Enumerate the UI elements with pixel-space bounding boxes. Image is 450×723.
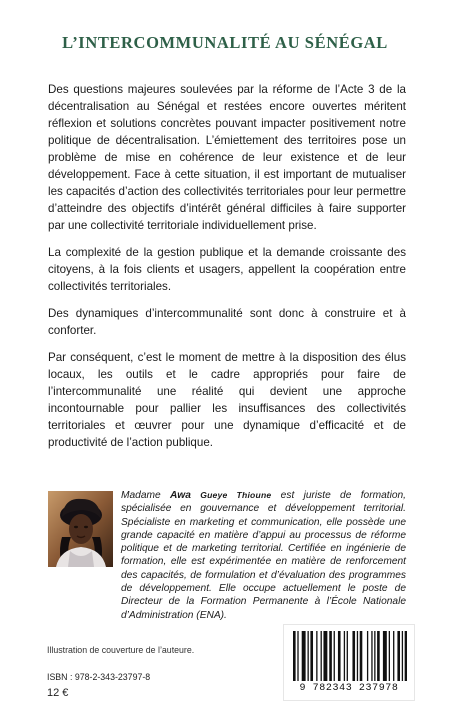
barcode-bar <box>338 631 341 681</box>
summary-paragraph-2: La complexité de la gestion publique et la demande croissante des citoyens, à la fois clients et usagers, appellent la coopération entre collectivités territoriales. <box>48 246 406 293</box>
barcode-bar <box>352 631 355 681</box>
barcode-bar <box>367 631 368 681</box>
barcode-bar <box>389 631 390 681</box>
author-photo <box>48 491 113 567</box>
barcode-bar <box>334 631 335 681</box>
barcode-bar <box>302 631 306 681</box>
author-first-name: Awa <box>169 490 191 501</box>
back-cover-summary <box>48 81 406 461</box>
barcode-bar <box>383 631 387 681</box>
barcode-bars <box>291 631 407 681</box>
author-biography <box>121 489 406 622</box>
barcode-bar <box>393 631 394 681</box>
author-last-name: Gueye Thioune <box>200 490 272 500</box>
barcode-bar <box>405 631 407 681</box>
barcode-digits: 9 782343 237978 <box>299 683 399 694</box>
summary-paragraph-3: Des dynamiques d’intercommunalité sont donc à construire et à conforter. <box>48 307 406 337</box>
barcode-bar <box>323 631 327 681</box>
price: 12 € <box>47 687 69 699</box>
barcode-bar <box>357 631 358 681</box>
barcode-bar <box>293 631 296 681</box>
barcode-bar <box>297 631 298 681</box>
barcode-bar <box>310 631 313 681</box>
summary-paragraph-1: Des questions majeures soulevées par la réforme de l’Acte 3 de la décentralisation au Sénégal et restées encore ouvertes méritent réflexion et solutions concrètes pouvant impacter positivement notre politique de décentralisation. L’émiettement des territoires pose un problème de mise en cohérence de leur existence et de leur développement. Face à cette situation, il est important de mutualiser les capacités d’action des collectivités territoriales pour leur permettre d’atteindre des objectifs d’intérêt général difficiles à faire supporter par une collectivité territoriale individuellement prise. <box>48 83 406 232</box>
barcode-bar <box>344 631 345 681</box>
barcode-bar <box>316 631 317 681</box>
barcode-bar <box>377 631 380 681</box>
barcode-bar <box>308 631 309 681</box>
barcode-bar <box>329 631 332 681</box>
barcode-bar <box>321 631 322 681</box>
barcode-bar <box>360 631 363 681</box>
barcode <box>283 624 415 701</box>
barcode-bar <box>402 631 403 681</box>
author-prefix: Madame <box>121 490 170 501</box>
barcode-bar <box>347 631 348 681</box>
book-title: L’INTERCOMMUNALITÉ AU SÉNÉGAL <box>62 33 388 52</box>
isbn: ISBN : 978-2-343-23797-8 <box>47 672 151 682</box>
illustration-credit: Illustration de couverture de l’auteure. <box>47 645 195 655</box>
barcode-bar <box>371 631 372 681</box>
barcode-bar <box>397 631 400 681</box>
author-name <box>170 490 271 501</box>
author-bio-text: est juriste de formation, spécialisée en gouvernance et développement territorial. Spécialiste en marketing et communication, elle possède une grande capacité en matière d’appui au processus de réforme politique et de marketing territorial. Certifiée en ingénierie de formation, elle est expérimentée en matière de renforcement des capacités, de formulation et d’évaluation des programmes de développement. Elle occupe actuellement le poste de Directeur de la Formation Permanente à l’École Nationale d’Administration (ENA). <box>121 490 406 621</box>
barcode-bar <box>374 631 375 681</box>
summary-paragraph-4: Par conséquent, c’est le moment de mettre à la disposition des élus locaux, les outils et le cadre appropriés pour faire de l’intercommunalité une réalité qui devient une approche incontournable pour pallier les insuffisances des collectivités territoriales et œuvrer pour une dynamique d’efficacité et de productivité de l’action publique. <box>48 351 406 449</box>
